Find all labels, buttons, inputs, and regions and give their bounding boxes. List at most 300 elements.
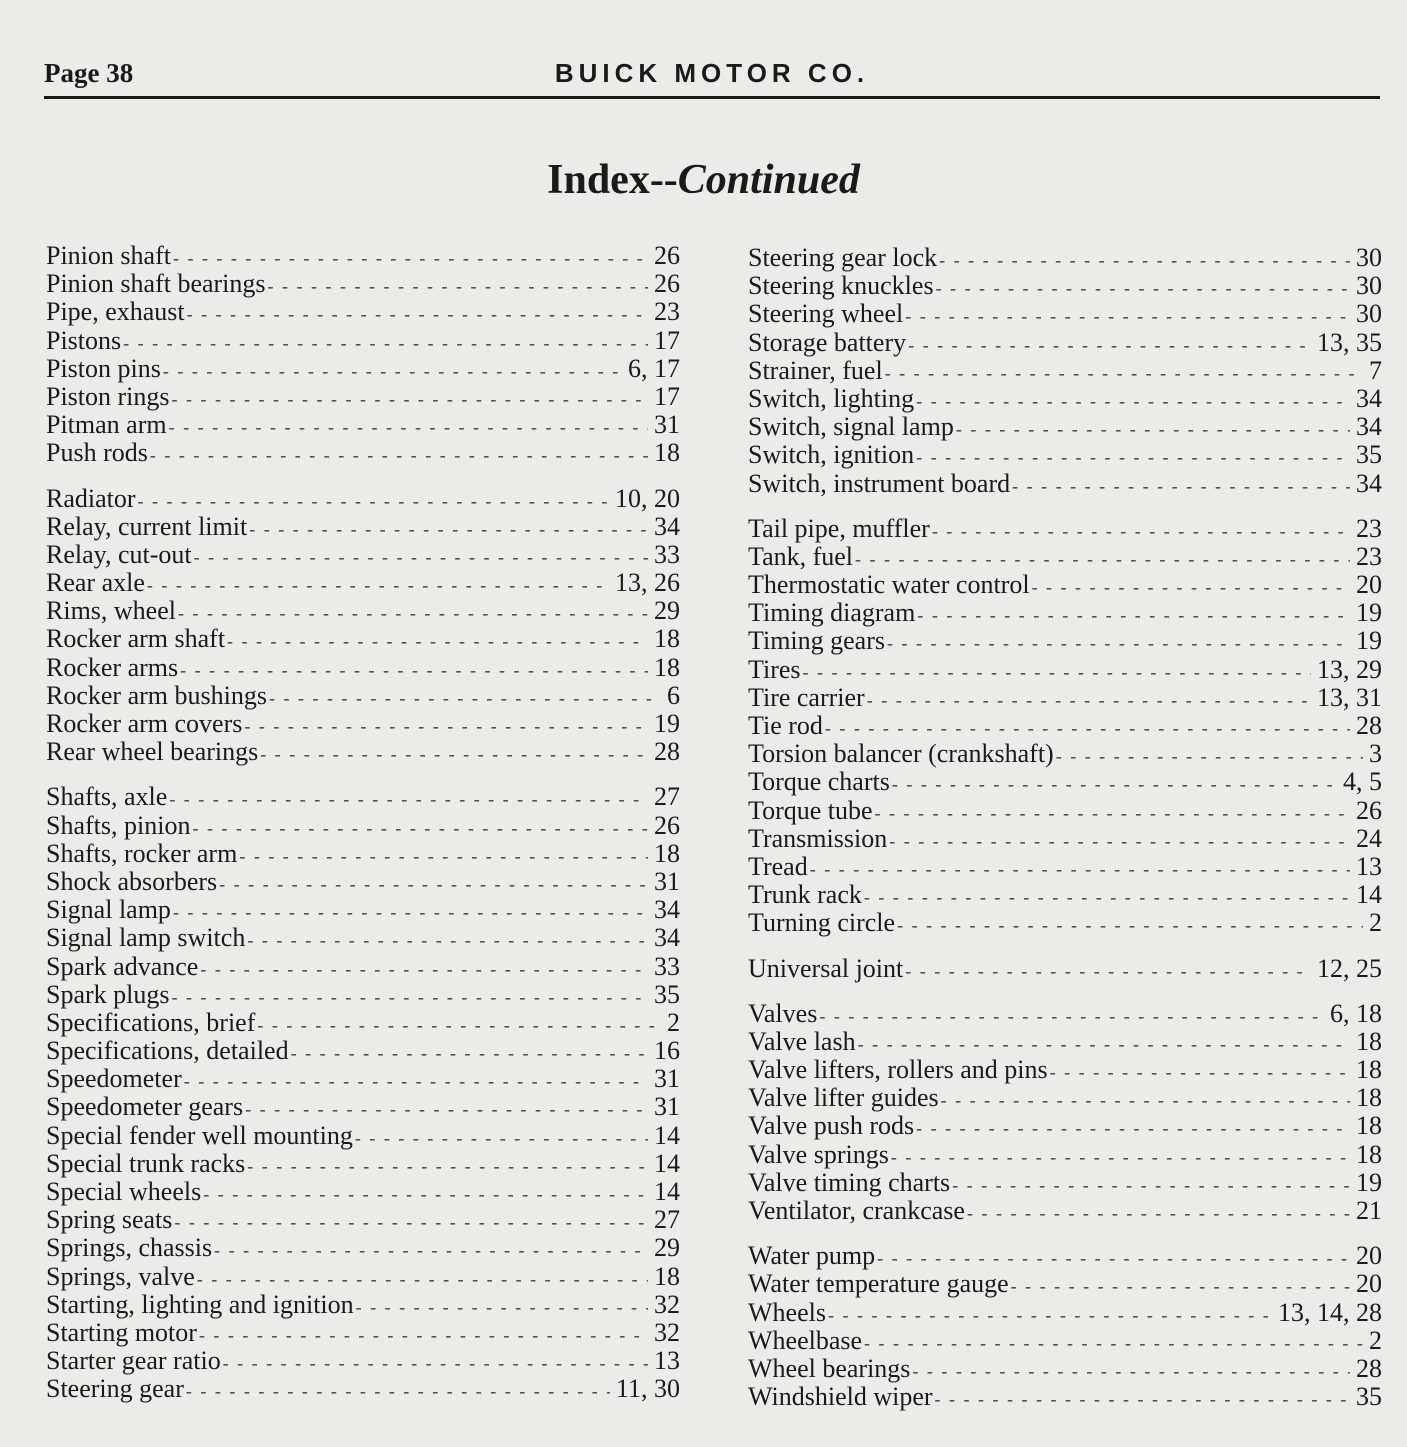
index-entry [46,682,680,710]
dot-leader [356,1293,648,1321]
dot-leader [803,658,1311,686]
dot-leader [887,629,1350,657]
dot-leader [916,443,1350,471]
index-term: Shock absorbers [46,866,218,896]
index-pages: 28 [1356,1353,1382,1383]
index-term: Speedometer [46,1064,182,1094]
dot-leader [941,1086,1350,1114]
index-pages: 18 [654,838,680,868]
index-entry [46,541,680,569]
index-pages: 14 [1356,880,1382,910]
index-term: Windshield wiper [748,1382,933,1412]
dot-leader [123,329,648,357]
index-term: Pistons [46,325,122,355]
dot-leader [1056,742,1363,770]
index-pages: 14 [654,1120,680,1150]
dot-leader [169,413,648,441]
index-entry [46,569,680,597]
dot-leader [877,1244,1350,1272]
dot-leader [268,272,648,300]
index-term: Torque tube [748,795,873,825]
index-pages: 18 [1356,1139,1382,1169]
dot-leader [1032,573,1350,601]
index-term: Universal joint [748,953,904,983]
index-term: Transmission [748,823,888,853]
index-pages: 30 [1356,243,1382,272]
index-term: Piston pins [46,353,161,383]
dot-leader [247,1152,648,1180]
index-term: Relay, current limit [46,511,248,541]
index-term: Tread [748,851,808,881]
index-term: Starting motor [46,1317,197,1347]
group-spacer [748,498,1382,515]
index-term: Signal lamp switch [46,923,246,953]
dot-leader [956,415,1350,443]
index-term: Starting, lighting and ignition [46,1289,354,1319]
index-entry [46,868,680,896]
index-entry [748,955,1382,983]
index-pages: 2 [1369,908,1382,938]
index-term: Pinion shaft [46,241,171,270]
dot-leader [169,785,648,813]
dot-leader [194,543,648,571]
index-pages: 35 [1356,440,1382,470]
dot-leader [214,1236,648,1264]
index-term: Steering gear lock [748,243,938,272]
index-pages: 13, 26 [615,568,680,598]
index-pages: 31 [654,410,680,440]
index-term: Switch, ignition [748,440,915,470]
dot-leader [244,712,648,740]
dot-leader [932,517,1350,545]
index-entry [748,656,1382,684]
index-term: Specifications, brief [46,1007,256,1037]
index-term: Tail pipe, muffler [748,513,930,543]
index-entry [748,441,1382,469]
index-entry [748,300,1382,328]
index-term: Shafts, rocker arm [46,838,238,868]
index-entry [46,1375,680,1403]
dot-leader [858,1030,1350,1058]
index-entry [748,1000,1382,1028]
index-term: Timing gears [748,626,885,656]
dot-leader [174,1208,648,1236]
group-spacer [748,1225,1382,1242]
dot-leader [917,601,1350,629]
index-term: Shafts, pinion [46,810,191,840]
dot-leader [912,1357,1350,1385]
index-entry [748,853,1382,881]
dot-leader [828,1301,1272,1329]
dot-leader [891,1143,1350,1171]
dot-leader [825,714,1350,742]
page-title [0,156,1407,204]
index-pages: 30 [1356,299,1382,329]
index-term: Storage battery [748,327,907,357]
dot-leader [269,684,661,712]
dot-leader [864,883,1350,911]
index-entry [748,413,1382,441]
index-pages: 29 [654,596,680,626]
index-entry [748,1270,1382,1298]
index-entry [748,909,1382,937]
index-entry [46,327,680,355]
dot-leader [199,1321,648,1349]
dot-leader [819,1002,1324,1030]
index-term: Tire carrier [748,682,865,712]
group-spacer [748,938,1382,955]
index-entry [46,1065,680,1093]
index-term: Thermostatic water control [748,570,1030,600]
index-entry [46,738,680,766]
index-pages: 12, 25 [1317,953,1382,983]
index-pages: 26 [654,269,680,299]
index-entry [46,355,680,383]
dot-leader [184,1067,648,1095]
dot-leader [239,842,648,870]
dot-leader [855,545,1350,573]
index-pages: 34 [654,511,680,541]
dot-leader [867,686,1311,714]
dot-leader [150,441,648,469]
index-pages: 28 [1356,711,1382,740]
title-continued: Continued [677,157,860,203]
index-pages: 13, 29 [1317,654,1382,684]
index-pages: 13, 31 [1317,682,1382,712]
index-term: Wheels [748,1297,826,1327]
index-pages: 32 [654,1317,680,1347]
index-pages: 18 [1356,1111,1382,1141]
index-entry [748,1084,1382,1112]
index-term: Pitman arm [46,410,167,440]
index-pages: 19 [1356,598,1382,628]
index-term: Timing diagram [748,598,916,628]
index-entry [748,357,1382,385]
index-entry [46,981,680,1009]
index-entry [748,797,1382,825]
index-pages: 34 [1356,383,1382,413]
dot-leader [936,274,1350,302]
group-spacer [46,468,680,485]
index-pages: 31 [654,1064,680,1094]
index-term: Wheelbase [748,1325,863,1355]
index-pages: 16 [654,1036,680,1066]
index-entry [748,1197,1382,1225]
dot-leader [1050,1058,1350,1086]
index-entry [46,924,680,952]
index-entry [46,654,680,682]
index-term: Rocker arms [46,652,179,682]
dot-leader [1012,472,1350,500]
index-term: Valve lifters, rollers and pins [748,1055,1048,1085]
index-entry [748,1242,1382,1270]
dot-leader [192,814,648,842]
index-pages: 19 [654,709,680,738]
index-pages: 24 [1356,823,1382,853]
index-term: Rocker arm covers [46,709,243,738]
index-pages: 29 [654,1233,680,1263]
dot-leader [810,855,1350,883]
group-spacer [748,983,1382,1000]
dot-leader [905,957,1311,985]
index-term: Valve push rods [748,1111,915,1141]
dot-leader [967,1199,1350,1227]
index-pages: 23 [1356,541,1382,571]
index-entry [748,881,1382,909]
index-entry [748,272,1382,300]
dot-leader [935,1385,1350,1413]
page-header [44,52,1380,99]
index-entry [46,710,680,738]
index-entry [748,825,1382,853]
index-pages: 2 [667,1007,680,1037]
index-entry [46,439,680,467]
dot-leader [219,870,648,898]
index-pages: 18 [654,624,680,654]
index-pages: 34 [1356,468,1382,498]
dot-leader [172,983,649,1011]
dot-leader [908,331,1311,359]
index-term: Relay, cut-out [46,539,192,569]
index-pages: 35 [1356,1382,1382,1412]
dot-leader [889,827,1350,855]
index-term: Rocker arm shaft [46,624,226,654]
dot-leader [952,1171,1350,1199]
index-term: Spark plugs [46,979,170,1009]
index-entry [748,599,1382,627]
title-main: Index-- [547,157,678,203]
index-entry [748,1141,1382,1169]
index-entry [748,768,1382,796]
index-pages: 34 [654,923,680,953]
index-term: Tank, fuel [748,541,854,571]
index-term: Switch, signal lamp [748,412,954,442]
index-pages: 31 [654,866,680,896]
dot-leader [249,515,648,543]
index-entry [46,1319,680,1347]
index-pages: 13, 35 [1317,327,1382,357]
index-term: Speedometer gears [46,1092,244,1122]
index-entry [748,244,1382,272]
index-term: Ventilator, crankcase [748,1196,965,1225]
index-term: Valve lifter guides [748,1083,939,1113]
index-pages: 6, 18 [1330,998,1382,1028]
index-term: Steering wheel [748,299,904,329]
index-entry [748,1299,1382,1327]
index-term: Radiator [46,483,136,513]
index-entry [46,1037,680,1065]
index-term: Push rods [46,438,148,468]
index-pages: 13 [1356,851,1382,881]
index-term: Special wheels [46,1177,202,1206]
index-entry [748,712,1382,740]
index-term: Tires [748,654,801,684]
index-term: Rear wheel bearings [46,737,259,767]
dot-leader [916,387,1350,415]
index-term: Specifications, detailed [46,1036,289,1066]
index-term: Torque charts [748,767,890,797]
index-entry [748,1355,1382,1383]
index-pages: 7 [1369,355,1382,385]
index-term: Pipe, exhaust [46,297,185,327]
index-pages: 27 [654,1205,680,1235]
index-pages: 21 [1356,1196,1382,1225]
index-pages: 30 [1356,271,1382,301]
index-term: Valves [748,998,818,1028]
index-pages: 28 [654,737,680,767]
index-entry [748,329,1382,357]
index-pages: 2 [1369,1325,1382,1355]
dot-leader [147,571,609,599]
dot-leader [163,357,622,385]
index-term: Water pump [748,1241,876,1271]
index-term: Rocker arm bushings [46,680,267,710]
index-entry [748,1327,1382,1355]
index-entry [748,1056,1382,1084]
index-pages: 14 [654,1177,680,1206]
index-entry [46,411,680,439]
index-term: Trunk rack [748,880,862,910]
dot-leader [138,487,609,515]
index-entry [46,1234,680,1262]
index-pages: 18 [1356,1026,1382,1056]
index-term: Rear axle [46,568,145,598]
index-term: Shafts, axle [46,782,168,812]
index-pages: 20 [1356,1241,1382,1271]
index-pages: 33 [654,539,680,569]
index-pages: 6, 17 [628,353,680,383]
index-entry [748,571,1382,599]
group-spacer [46,766,680,783]
dot-leader [186,1377,610,1405]
index-entry [748,740,1382,768]
index-term: Torsion balancer (crankshaft) [748,739,1054,769]
dot-leader [864,1329,1363,1357]
index-term: Piston rings [46,381,170,411]
dot-leader [197,1265,648,1293]
index-entry [46,840,680,868]
dot-leader [1011,1272,1350,1300]
index-pages: 32 [654,1289,680,1319]
dot-leader [939,246,1350,274]
index-term: Springs, chassis [46,1233,213,1263]
company-name: BUICK MOTOR CO. [554,58,870,88]
dot-leader [892,770,1337,798]
index-pages: 17 [654,381,680,411]
dot-leader [257,1011,661,1039]
index-entry [46,953,680,981]
dot-leader [905,302,1350,330]
index-column-left [46,242,680,1404]
index-entry [748,385,1382,413]
dot-leader [897,911,1363,939]
index-entry [748,684,1382,712]
index-entry [46,1093,680,1121]
index-entry [748,470,1382,498]
dot-leader [172,385,648,413]
index-term: Tie rod [748,711,823,740]
index-pages: 20 [1356,1269,1382,1299]
dot-leader [173,898,648,926]
index-term: Spring seats [46,1205,173,1235]
dot-leader [178,599,648,627]
index-entry [748,543,1382,571]
index-entry [748,1028,1382,1056]
index-entry [46,625,680,653]
index-entry [46,513,680,541]
index-entry [46,1122,680,1150]
index-pages: 13, 14, 28 [1278,1297,1382,1327]
index-pages: 10, 20 [615,483,680,513]
dot-leader [355,1124,648,1152]
index-entry [46,298,680,326]
index-term: Valve lash [748,1026,856,1056]
index-pages: 3 [1369,739,1382,769]
index-pages: 18 [654,1261,680,1291]
index-entry [748,1169,1382,1197]
index-entry [748,515,1382,543]
index-pages: 34 [654,895,680,925]
dot-leader [180,656,648,684]
index-term: Switch, instrument board [748,468,1011,498]
dot-leader [245,1095,648,1123]
dot-leader [223,1349,648,1377]
index-term: Spark advance [46,951,199,981]
dot-leader [916,1114,1350,1142]
index-entry [46,597,680,625]
dot-leader [187,300,648,328]
index-pages: 23 [1356,513,1382,543]
index-pages: 26 [654,810,680,840]
dot-leader [173,244,648,272]
index-entry [46,1178,680,1206]
dot-leader [203,1180,648,1208]
index-entry [46,783,680,811]
index-pages: 11, 30 [615,1374,680,1404]
index-pages: 18 [654,652,680,682]
index-entry [46,485,680,513]
index-pages: 18 [1356,1055,1382,1085]
index-entry [46,1009,680,1037]
index-pages: 6 [667,680,680,710]
index-term: Steering gear [46,1374,184,1404]
index-term: Signal lamp [46,895,171,925]
index-entry [46,383,680,411]
index-pages: 20 [1356,570,1382,600]
index-entry [46,896,680,924]
index-pages: 17 [654,325,680,355]
dot-leader [260,740,648,768]
index-term: Turning circle [748,908,896,938]
index-term: Special trunk racks [46,1148,246,1178]
index-term: Strainer, fuel [748,355,883,385]
dot-leader [200,955,648,983]
index-entry [46,1206,680,1234]
index-column-right [748,244,1382,1411]
index-entry [46,1291,680,1319]
index-entry [46,1263,680,1291]
index-pages: 31 [654,1092,680,1122]
index-term: Rims, wheel [46,596,176,626]
index-pages: 19 [1356,626,1382,656]
index-pages: 14 [654,1148,680,1178]
index-entry [748,627,1382,655]
index-term: Springs, valve [46,1261,195,1291]
index-entry [46,242,680,270]
dot-leader [227,627,648,655]
index-pages: 26 [1356,795,1382,825]
index-pages: 33 [654,951,680,981]
